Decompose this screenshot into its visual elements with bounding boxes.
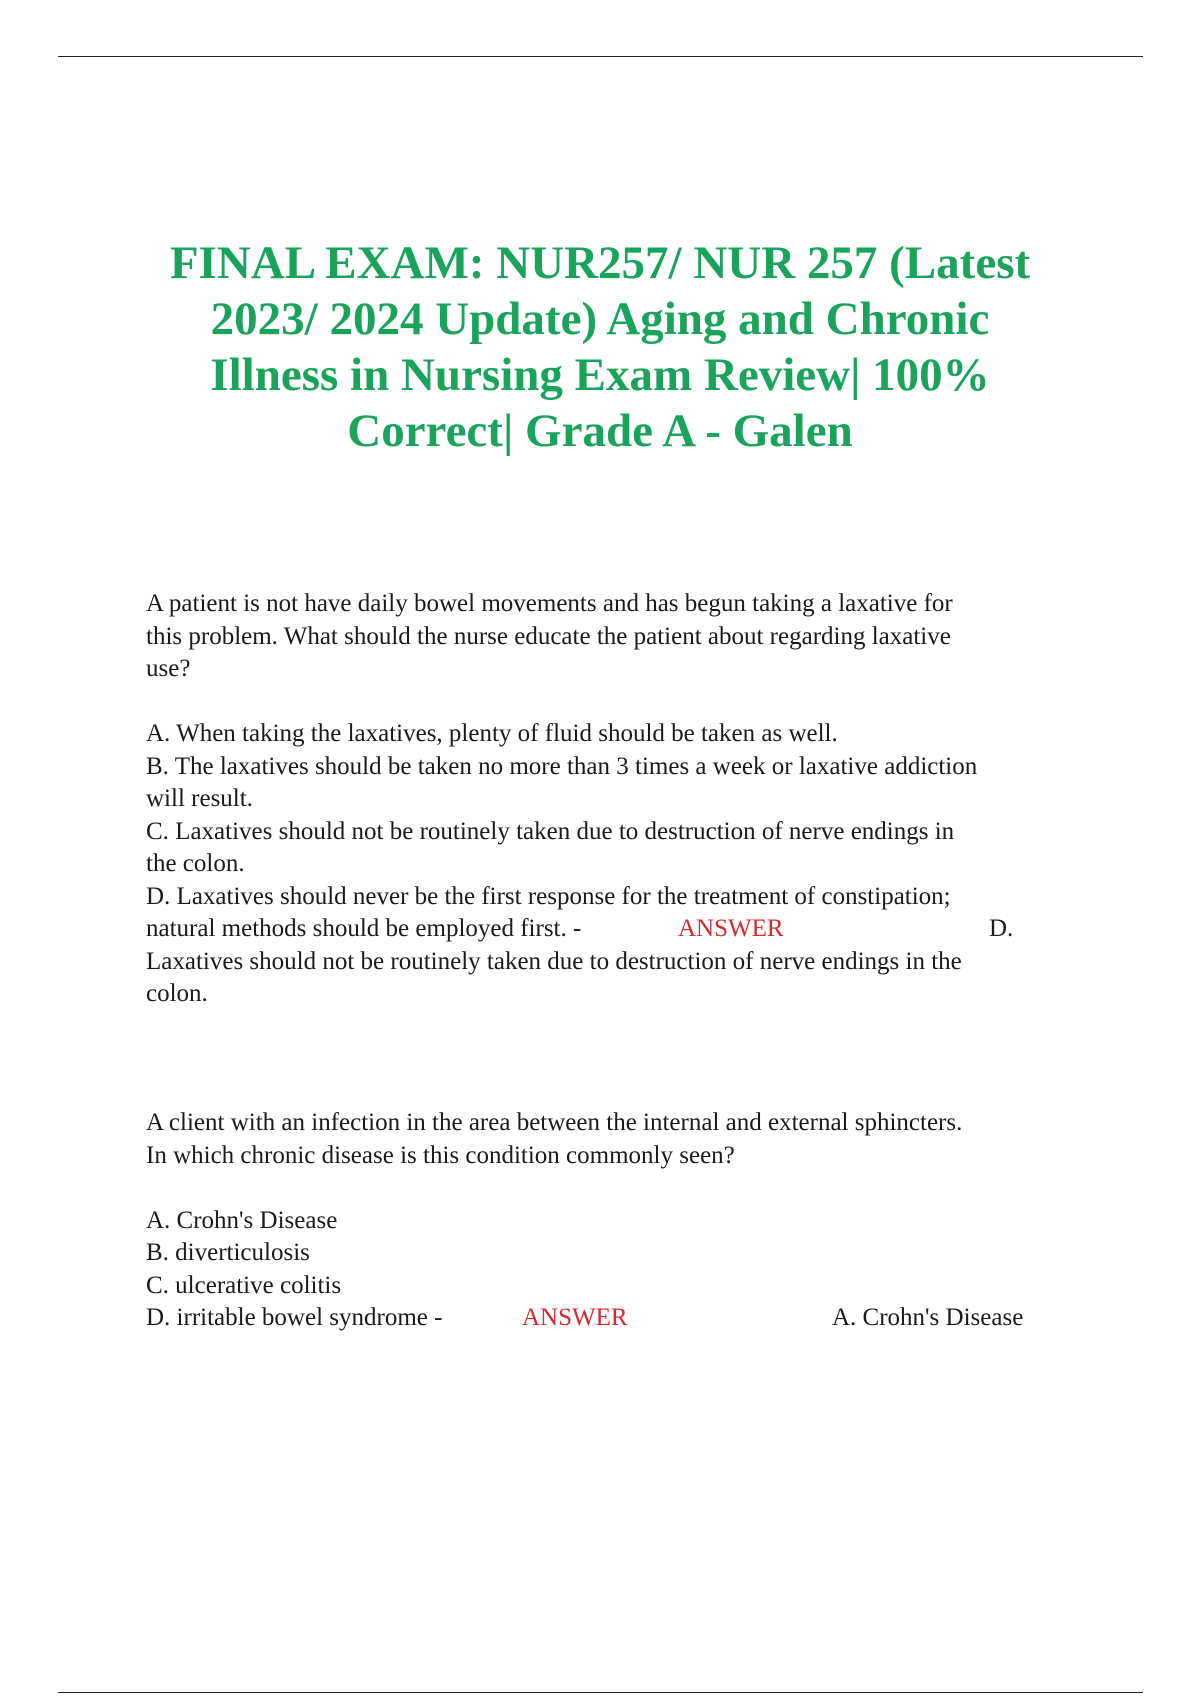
option-line: A. Crohn's Disease bbox=[146, 1206, 338, 1234]
question-stem-line: A client with an infection in the area between the internal and external sphincters. bbox=[146, 1109, 963, 1136]
option-line: B. The laxatives should be taken no more than 3 times a week or laxative addiction bbox=[146, 752, 978, 780]
question-stem-line: this problem. What should the nurse educate the patient about regarding laxative bbox=[146, 622, 951, 650]
question-stem-line: In which chronic disease is this condition commonly seen? bbox=[146, 1141, 735, 1169]
answer-line: Laxatives should not be routinely taken due to destruction of nerve endings in the bbox=[146, 947, 962, 975]
option-line: A. When taking the laxatives, plenty of fluid should be taken as well. bbox=[146, 720, 838, 747]
question-1 bbox=[146, 588, 1086, 1011]
answer-label: ANSWER bbox=[522, 1304, 628, 1331]
question-2 bbox=[146, 1107, 1086, 1335]
top-rule bbox=[58, 56, 1143, 57]
question-stem-line: use? bbox=[146, 655, 191, 682]
title-line: 2023/ 2024 Update) Aging and Chronic bbox=[210, 293, 990, 345]
spacer bbox=[146, 686, 1086, 719]
option-line: C. Laxatives should not be routinely taken due to destruction of nerve endings in bbox=[146, 817, 955, 845]
answer-start: D. bbox=[989, 915, 1014, 942]
option-line: D. Laxatives should never be the first response for the treatment of constipation; bbox=[146, 882, 951, 910]
option-line-last: D. irritable bowel syndrome - bbox=[146, 1304, 443, 1331]
option-line: B. diverticulosis bbox=[146, 1239, 310, 1266]
option-line: will result. bbox=[146, 785, 253, 812]
question-stem-line: A patient is not have daily bowel movements and has begun taking a laxative for bbox=[146, 590, 953, 617]
title-line: Illness in Nursing Exam Review| 100% bbox=[210, 349, 990, 401]
document-title bbox=[120, 235, 1080, 459]
bottom-rule bbox=[58, 1692, 1143, 1693]
option-line: the colon. bbox=[146, 850, 245, 877]
answer-text: A. Crohn's Disease bbox=[832, 1304, 1024, 1331]
answer-row bbox=[146, 913, 1086, 946]
spacer bbox=[146, 1172, 1086, 1205]
title-line: FINAL EXAM: NUR257/ NUR 257 (Latest bbox=[169, 237, 1031, 289]
answer-row bbox=[146, 1302, 1086, 1335]
answer-line: colon. bbox=[146, 980, 208, 1007]
option-line: C. ulcerative colitis bbox=[146, 1271, 342, 1299]
answer-label: ANSWER bbox=[678, 915, 784, 942]
title-line: Correct| Grade A - Galen bbox=[347, 405, 853, 457]
option-line-tail: natural methods should be employed first. - bbox=[146, 915, 582, 942]
